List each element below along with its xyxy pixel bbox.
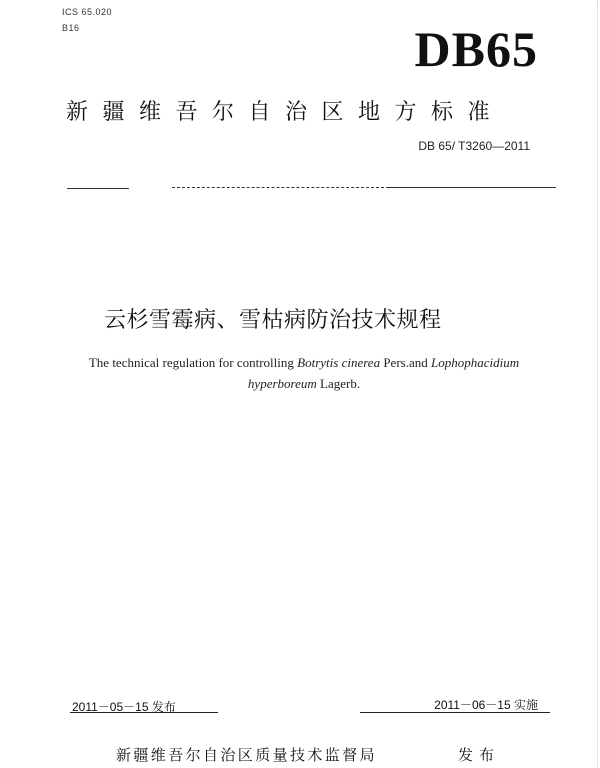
ics-code: ICS 65.020 xyxy=(62,7,113,17)
english-title-part: The technical regulation for controlling xyxy=(88,355,298,370)
document-title: 云杉雪霉病、雪枯病防治技术规程 xyxy=(104,308,442,333)
header-rule-left xyxy=(67,188,129,189)
header-rule-middle xyxy=(172,187,384,188)
implementation-date: 2011－06－15 实施 xyxy=(434,698,538,712)
english-title-part: Pers.and xyxy=(380,355,431,370)
scan-edge-artifact xyxy=(596,0,598,768)
ccs-code: B16 xyxy=(62,23,80,33)
header-rule-right xyxy=(386,187,556,188)
standard-logo: DB65 xyxy=(414,21,538,77)
english-title-part: Lagerb. xyxy=(316,376,361,391)
implementation-date-underline xyxy=(360,712,550,713)
pathogen-name-lophophacidium: Lophophacidium hyperboreum xyxy=(247,355,520,391)
issue-date-underline xyxy=(70,712,218,713)
standard-type: 新疆维吾尔自治区地方标准 xyxy=(66,100,505,125)
pathogen-name-botrytis: Botrytis cinerea xyxy=(297,355,381,370)
issue-date: 2011－05－15 发布 xyxy=(72,700,176,714)
issue-verb: 发布 xyxy=(458,746,501,764)
english-title xyxy=(64,352,544,394)
issuing-authority: 新疆维吾尔自治区质量技术监督局 xyxy=(116,746,378,764)
standard-number: DB 65/ T3260—2011 xyxy=(418,139,530,153)
